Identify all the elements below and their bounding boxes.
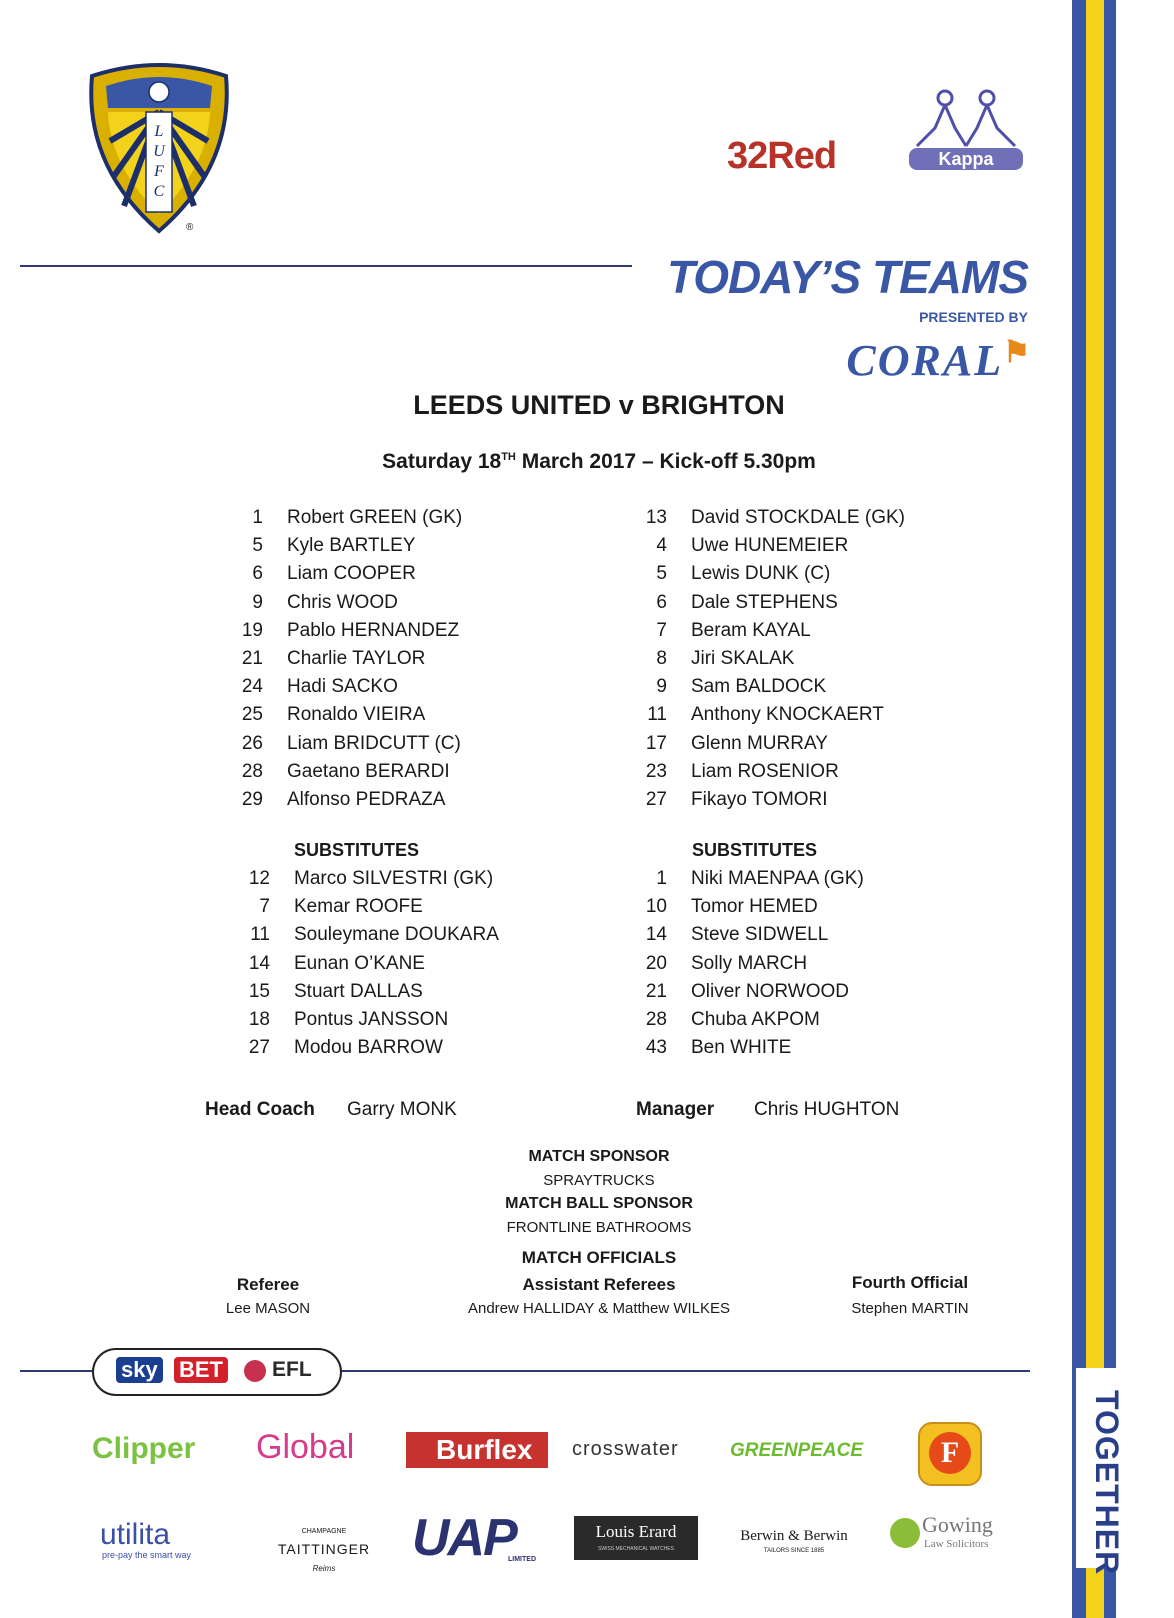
player-number: 12 <box>248 868 270 889</box>
home-subs-heading: SUBSTITUTES <box>294 840 420 860</box>
player-row <box>627 592 838 614</box>
coral-flame-icon: ⚑ <box>1003 336 1030 369</box>
date-rest: March 2017 – Kick-off 5.30pm <box>515 450 816 473</box>
player-number: 21 <box>241 648 263 669</box>
player-name: Pablo HERNANDEZ <box>287 619 460 641</box>
player-name: Robert GREEN (GK) <box>287 507 463 528</box>
player-number: 21 <box>645 980 667 1002</box>
away-coach-label: Manager <box>636 1099 715 1120</box>
gowing-leaf-icon <box>890 1518 920 1548</box>
player-row <box>223 620 459 642</box>
efl-logo: EFL <box>272 1358 312 1381</box>
player-name: Anthony KNOCKAERT <box>691 704 884 726</box>
player-name: Kemar ROOFE <box>294 896 423 918</box>
player-name: Gaetano BERARDI <box>287 760 450 782</box>
player-row <box>627 733 828 755</box>
kappa-logo <box>905 88 1027 178</box>
player-number: 1 <box>656 868 667 889</box>
player-row <box>627 563 830 585</box>
player-number: 28 <box>645 1009 667 1030</box>
utilita-tagline: pre-pay the smart way <box>102 1550 192 1560</box>
fixture-title: LEEDS UNITED v BRIGHTON <box>413 390 785 420</box>
player-name: Glenn MURRAY <box>691 732 828 754</box>
player-row <box>627 789 828 811</box>
fourth-official: Stephen MARTIN <box>851 1300 969 1317</box>
player-number: 10 <box>645 896 667 918</box>
player-number: 1 <box>252 507 263 528</box>
player-row <box>627 761 839 783</box>
player-row <box>230 924 499 946</box>
player-number: 24 <box>241 676 263 698</box>
player-name: Alfonso PEDRAZA <box>287 789 446 810</box>
player-row <box>223 507 462 529</box>
player-row <box>223 761 450 783</box>
skybet-efl-badge <box>92 1348 342 1396</box>
player-row <box>223 592 398 614</box>
officials-heading: MATCH OFFICIALS <box>521 1248 677 1267</box>
player-name: Tomor HEMED <box>691 896 818 918</box>
away-coach-name: Chris HUGHTON <box>754 1099 900 1120</box>
player-name: Sam BALDOCK <box>691 676 827 698</box>
player-name: Uwe HUNEMEIER <box>691 535 849 557</box>
fourth-official-label: Fourth Official <box>851 1273 969 1292</box>
player-name: Oliver NORWOOD <box>691 980 849 1002</box>
clipper-logo: Clipper <box>92 1432 196 1465</box>
player-number: 25 <box>241 704 263 726</box>
registered-mark: ® <box>186 222 194 233</box>
player-row <box>627 868 864 890</box>
player-name: Jiri SKALAK <box>691 648 795 669</box>
referee-label: Referee <box>236 1275 300 1294</box>
player-number: 7 <box>259 896 270 918</box>
sky-logo: sky <box>116 1357 163 1383</box>
player-row <box>223 704 425 726</box>
bet-logo: BET <box>174 1357 228 1383</box>
player-name: Pontus JANSSON <box>294 1009 449 1030</box>
player-number: 9 <box>656 676 667 698</box>
player-row <box>223 789 445 811</box>
player-number: 6 <box>656 591 667 613</box>
uap-logo: UAP <box>412 1509 516 1567</box>
player-name: Souleymane DOUKARA <box>294 924 499 946</box>
svg-text:U: U <box>153 143 165 160</box>
player-number: 7 <box>656 619 667 641</box>
player-number: 28 <box>241 760 263 782</box>
greenpeace-logo: GREENPEACE <box>730 1440 864 1461</box>
player-name: Marco SILVESTRI (GK) <box>294 868 494 889</box>
player-number: 19 <box>241 619 263 641</box>
fosters-logo <box>918 1422 982 1486</box>
player-name: Stuart DALLAS <box>294 980 423 1002</box>
player-row <box>223 648 425 670</box>
header-divider <box>20 265 632 267</box>
player-row <box>627 896 818 918</box>
player-number: 27 <box>248 1037 270 1059</box>
coral-wordmark: CORAL <box>846 336 1004 385</box>
taittinger-logo: TAITTINGER <box>277 1541 371 1557</box>
player-number: 15 <box>248 980 270 1002</box>
svg-text:L: L <box>154 123 164 140</box>
player-number: 5 <box>656 563 667 585</box>
gowing-tagline: Law Solicitors <box>924 1538 989 1550</box>
home-coach-name: Garry MONK <box>347 1099 457 1120</box>
match-sponsor-label: MATCH SPONSOR <box>528 1148 670 1165</box>
player-name: Ben WHITE <box>691 1037 792 1059</box>
player-name: Liam COOPER <box>287 563 416 585</box>
player-row <box>627 704 884 726</box>
player-row <box>230 981 423 1003</box>
kappa-wordmark: Kappa <box>909 148 1023 170</box>
louis-erard-tagline: SWISS MECHANICAL WATCHES <box>598 1546 674 1552</box>
player-row <box>223 676 398 698</box>
player-number: 11 <box>647 704 667 726</box>
player-row <box>223 535 415 557</box>
player-name: Steve SIDWELL <box>691 924 829 946</box>
player-row <box>627 924 828 946</box>
player-name: Niki MAENPAA (GK) <box>691 868 864 889</box>
player-row <box>230 868 493 890</box>
uap-limited: LIMITED <box>508 1556 536 1563</box>
coral-logo <box>820 335 1030 386</box>
player-number: 14 <box>645 924 667 946</box>
player-name: Solly MARCH <box>691 952 808 974</box>
player-number: 11 <box>250 924 270 946</box>
player-number: 5 <box>252 535 263 557</box>
utilita-logo: utilita <box>100 1518 171 1551</box>
date-suffix: TH <box>501 451 516 463</box>
player-name: Chris WOOD <box>287 591 398 613</box>
player-row <box>627 620 811 642</box>
assistant-referees-label: Assistant Referees <box>522 1275 676 1294</box>
burflex-logo <box>406 1432 548 1468</box>
player-name: David STOCKDALE (GK) <box>691 507 905 528</box>
club-crest-logo <box>84 56 234 236</box>
player-name: Eunan O’KANE <box>294 952 425 974</box>
player-row <box>230 1009 448 1031</box>
louis-erard-logo <box>574 1516 698 1560</box>
player-name: Charlie TAYLOR <box>287 648 426 669</box>
svg-text:C: C <box>153 183 165 200</box>
player-number: 13 <box>645 507 667 528</box>
away-subs-heading: SUBSTITUTES <box>692 840 818 860</box>
page-title: TODAY’S TEAMS <box>667 251 1028 303</box>
player-number: 43 <box>645 1037 667 1059</box>
date-day: Saturday 18 <box>382 450 502 473</box>
player-number: 20 <box>645 952 667 974</box>
player-row <box>627 1037 791 1059</box>
player-row <box>627 648 794 670</box>
ball-sponsor-label: MATCH BALL SPONSOR <box>505 1195 693 1212</box>
gowing-logo: Gowing <box>922 1512 993 1537</box>
presented-by-label: PRESENTED BY <box>919 309 1028 325</box>
player-row <box>627 1009 820 1031</box>
player-number: 29 <box>241 789 263 810</box>
player-row <box>627 953 807 975</box>
player-number: 27 <box>645 789 667 810</box>
taittinger-champagne: CHAMPAGNE <box>301 1528 347 1535</box>
player-name: Fikayo TOMORI <box>691 789 828 810</box>
player-number: 9 <box>252 591 263 613</box>
referee-name: Lee MASON <box>225 1300 311 1317</box>
player-row <box>230 953 425 975</box>
player-row <box>627 507 905 529</box>
player-row <box>627 535 848 557</box>
match-sponsor: SPRAYTRUCKS <box>543 1172 655 1189</box>
player-row <box>230 1037 443 1059</box>
player-name: Ronaldo VIEIRA <box>287 704 426 726</box>
player-number: 14 <box>248 952 270 974</box>
assistant-referees: Andrew HALLIDAY & Matthew WILKES <box>467 1300 731 1317</box>
player-row <box>627 676 826 698</box>
player-number: 23 <box>645 760 667 782</box>
player-row <box>230 896 423 918</box>
efl-ball-icon <box>244 1360 266 1382</box>
player-number: 6 <box>252 563 263 585</box>
berwin-tagline: TAILORS SINCE 1885 <box>763 1548 825 1554</box>
player-number: 8 <box>656 648 667 669</box>
player-number: 4 <box>656 535 667 557</box>
player-row <box>223 563 416 585</box>
player-row <box>627 981 849 1003</box>
player-name: Lewis DUNK (C) <box>691 563 831 585</box>
burflex-wordmark: Burflex <box>436 1434 533 1465</box>
player-name: Kyle BARTLEY <box>287 535 416 557</box>
fosters-f-mark: F <box>929 1432 971 1474</box>
global-logo: Global <box>256 1428 355 1466</box>
match-date <box>0 450 1174 474</box>
louis-erard-wordmark: Louis Erard <box>595 1522 677 1541</box>
ball-sponsor: FRONTLINE BATHROOMS <box>506 1219 692 1236</box>
shirt-sponsor-logo: 32Red <box>727 135 837 177</box>
home-coach-label: Head Coach <box>205 1099 315 1120</box>
player-number: 17 <box>645 732 667 754</box>
together-banner: TOGETHER <box>1089 1390 1125 1576</box>
player-name: Chuba AKPOM <box>691 1009 820 1030</box>
svg-text:F: F <box>154 163 164 180</box>
player-name: Liam BRIDCUTT (C) <box>287 732 461 754</box>
player-name: Dale STEPHENS <box>691 591 838 613</box>
berwin-logo: Berwin & Berwin <box>740 1528 848 1544</box>
player-row <box>223 733 461 755</box>
taittinger-reims: Reims <box>312 1564 336 1573</box>
player-name: Modou BARROW <box>294 1037 443 1059</box>
player-name: Hadi SACKO <box>287 676 398 698</box>
player-name: Beram KAYAL <box>691 619 811 641</box>
player-number: 26 <box>241 732 263 754</box>
player-number: 18 <box>248 1009 270 1030</box>
player-name: Liam ROSENIOR <box>691 760 839 782</box>
crosswater-logo: crosswater <box>572 1438 679 1460</box>
